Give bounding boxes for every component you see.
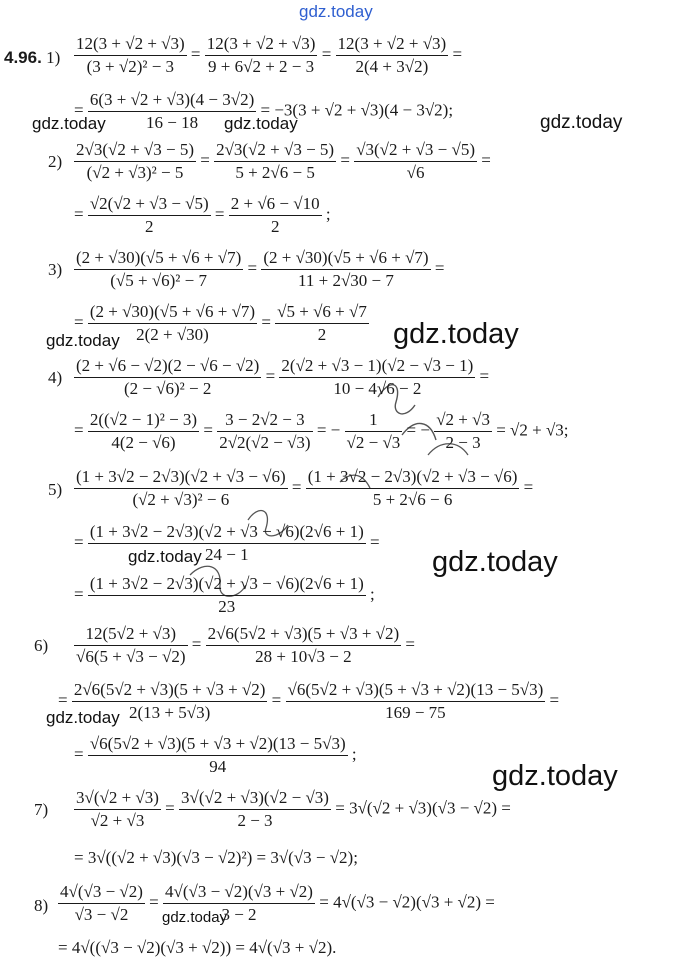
item-label-4: 4) [48,368,63,387]
item-7-line-2: = 3√((√2 + √3)(√3 − √2)²) = 3√(√3 − √2); [74,848,358,867]
watermark: gdz.today [32,114,106,133]
watermark: gdz.today [128,547,202,566]
item-1-line-2: = $\frac{6(3 + √2 + √3)(4 - 3√2)}{16 - 18}$ = −3(3 + √2 + √3)(4 − 3√2); [74,90,454,132]
item-7-line-1: $\frac{3√(√2 + √3)}{√2 + √3}$ = $\frac{3√(√2 + √3)(√2 - √3)}{2 - 3}$ = 3√(√2 + √3)(√3 − √2) = [76,788,511,830]
item-8-line-1: $\frac{4√(√3 - √2)}{√3 - √2}$ = $\frac{4√(√3 - √2)(√3 + √2)}{3 - 2}$ = 4√(√3 − √2)(√3 + √2) = [60,882,495,924]
item-5-line-1: $\frac{(1 + 3√2 - 2√3)(√2 + √3 - √6)}{\text{(√2 + √3)² − 6}}$ = $\frac{(1 + 3√2 - 2√3)(√2 + √3 - √6)}{5 + 2√6 - 6}$ = [76,467,534,509]
item-label-2: 2) [48,152,63,171]
item-2-line-1: $\frac{2√3(√2 + √3 - 5)}{\text{(√2 + √3)² − 5}}$ = $\frac{2√3(√2 + √3 - 5)}{5 + 2√6 - 5}$ = $\frac{√3(√2 + √3 - √5)}{√6}$ = [76,140,491,182]
item-label-8: 8) [34,896,49,915]
item-label-5: 5) [48,480,63,499]
item-4-line-2: = $\frac{\text{2((√2 − 1)² − 3)}}{4(2 - √6)}$ = $\frac{3 - 2√2 - 3}{2√2(√2 - √3)}$ = − $\frac{1}{√2 - √3}$ = − $\frac{√2 + √3}{2 - 3}$ = √2 + √3; [74,410,569,452]
item-label-7: 7) [34,800,49,819]
watermark: gdz.today [162,909,228,926]
watermark-large: gdz.today [432,546,558,578]
item-5-line-3: = $\frac{(1 + 3√2 - 2√3)(√2 + √3 - √6)(2√6 + 1)}{23}$ ; [74,574,375,616]
watermark-large: gdz.today [393,318,519,350]
watermark-top: gdz.today [299,2,373,21]
item-1-line-1: $\frac{12(3 + √2 + √3)}{\text{(3 + √2)² − 3}}$ = $\frac{12(3 + √2 + √3)}{9 + 6√2 + 2 - 3}$ = $\frac{12(3 + √2 + √3)}{2(4 + 3√2)}$ = [76,34,463,76]
item-2-line-2: = $\frac{√2(√2 + √3 - √5)}{2}$ = $\frac{2 + √6 - √10}{2}$ ; [74,194,331,236]
watermark: gdz.today [46,708,120,727]
watermark: gdz.today [540,112,623,133]
item-4-line-1: $\frac{(2 + √6 - √2)(2 - √6 - √2)}{\text{(2 − √6)² − 2}}$ = $\frac{2(√2 + √3 - 1)(√2 - √3 - 1)}{10 - 4√6 - 2}$ = [76,356,490,398]
item-5-line-2: = $\frac{(1 + 3√2 - 2√3)(√2 + √3 - √6)(2√6 + 1)}{24 - 1}$ = [74,522,380,564]
watermark: gdz.today [46,331,120,350]
item-3-line-1: $\frac{(2 + √30)(√5 + √6 + √7)}{\text{(√5 + √6)² − 7}}$ = $\frac{(2 + √30)(√5 + √6 + √7)}{11 + 2√30 - 7}$ = [76,248,445,290]
item-8-line-2: = 4√((√3 − √2)(√3 + √2)) = 4√(√3 + √2). [58,938,337,957]
problem-number: 4.96. [4,48,42,67]
item-6-line-3: = $\frac{√6(5√2 + √3)(5 + √3 + √2)(13 - 5√3)}{94}$ ; [74,734,357,776]
watermark-large: gdz.today [492,760,618,792]
item-6-line-1: $\frac{12(5√2 + √3)}{√6(5 + √3 - √2)}$ = $\frac{2√6(5√2 + √3)(5 + √3 + √2)}{28 + 10√3 - 2}$ = [76,624,415,666]
item-label-3: 3) [48,260,63,279]
item-label-6: 6) [34,636,49,655]
item-label-1: 1) [46,48,61,67]
item-6-line-2: = $\frac{2√6(5√2 + √3)(5 + √3 + √2)}{2(13 + 5√3)}$ = $\frac{√6(5√2 + √3)(5 + √3 + √2)(13 - 5√3)}{169 - 75}$ = [58,680,560,722]
watermark: gdz.today [224,114,298,133]
item-3-line-2: = $\frac{(2 + √30)(√5 + √6 + √7)}{2(2 + √30)}$ = $\frac{√5 + √6 + √7}{2}$ [74,302,367,344]
